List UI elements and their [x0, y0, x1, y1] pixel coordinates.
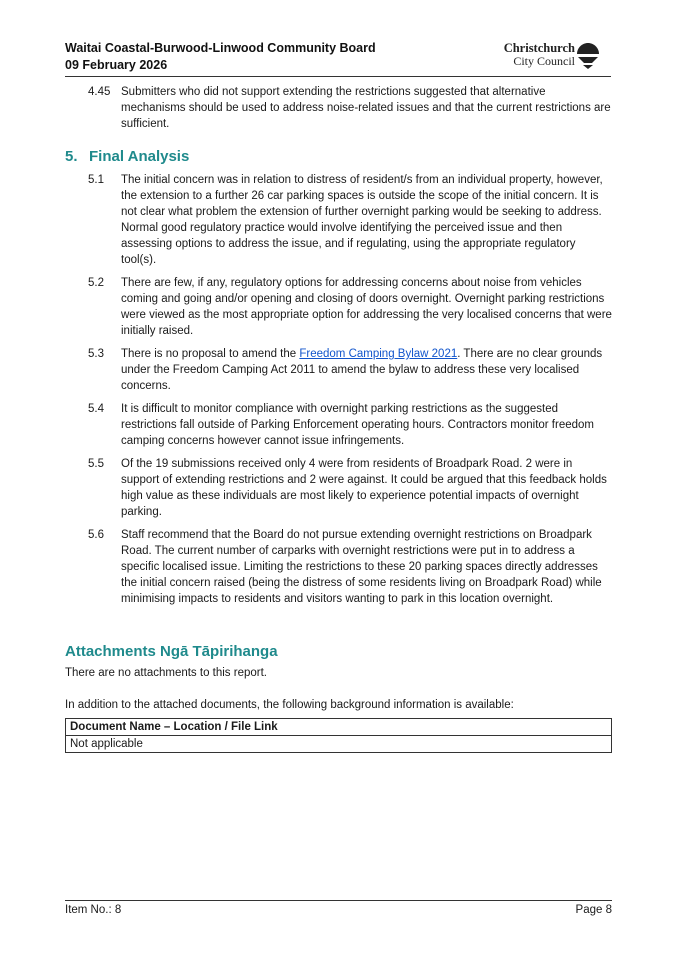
paragraph-5-2: [65, 275, 613, 339]
paragraph-number: 5.5: [88, 458, 104, 470]
logo-line2: City Council: [513, 54, 575, 68]
paragraph-number: 5.1: [88, 174, 104, 186]
section-heading: [65, 147, 613, 167]
text-after-link: . There are no clear grounds under the Freedom Camping Act 2011 to amend the bylaw to address these very localised concerns.: [121, 348, 603, 392]
paragraph-text: Submitters who did not support extending the restrictions suggested that alternative mechanisms should be used to address noise-related issues and that the current restrictions are sufficient.: [121, 86, 611, 130]
background-documents-table: [65, 718, 612, 753]
paragraph-text: The initial concern was in relation to distress of resident/s from an individual property, however, the extension to a further 26 car parking spaces is outside the scope of the initial concern. It is not clear what problem the extension of further overnight parking would be seeking to address. Normal good regulatory practice would involve identifying the perceived issue and then assessing options to address the issue, and if regulating, using the appropriate regulatory tool(s).: [121, 174, 603, 266]
paragraph-5-1: [65, 172, 613, 268]
no-attachments-text: There are no attachments to this report.: [65, 667, 267, 679]
page-header: [65, 40, 611, 77]
text-before-link: There is no proposal to amend the: [121, 348, 300, 360]
attachments-heading: Attachments Ngā Tāpirihanga: [65, 643, 278, 660]
paragraph-text: Staff recommend that the Board do not pursue extending overnight restrictions on Broadpark Road. The current number of carparks with overnight restrictions were put in to address a specific localised issue. Limiting the restrictions to these 20 parking spaces directly addresses the initial concern raised (being the distress of some residents living on Broadpark Road) while minimising impacts to residents and visitors wanting to park in this location overnight.: [121, 529, 602, 605]
section-number: 5.: [65, 148, 78, 165]
page-footer: [65, 900, 612, 918]
paragraph-5-4: [65, 401, 613, 449]
freedom-camping-bylaw-link[interactable]: Freedom Camping Bylaw 2021: [299, 348, 458, 360]
paragraph-number: 4.45: [88, 86, 111, 98]
paragraph-number: 5.3: [88, 348, 104, 360]
table-row: [66, 736, 612, 753]
table-cell: Not applicable: [66, 736, 612, 753]
paragraph-text: It is difficult to monitor compliance with overnight parking restrictions as the suggested restrictions fall outside of Parking Enforcement operating hours. Contractors monitor freedom camping concerns however cannot issue infringements.: [121, 403, 594, 447]
board-name: Waitai Coastal-Burwood-Linwood Community Board: [65, 41, 376, 55]
page-number: Page 8: [575, 904, 612, 916]
paragraph-text: There are few, if any, regulatory options for addressing concerns about noise from vehicles coming and going and/or opening and closing of doors overnight. Overnight parking restrictions were viewed as the most appropriate option for addressing the very localised concerns that were initially raised.: [121, 277, 612, 337]
paragraph-number: 5.4: [88, 403, 104, 415]
item-number: Item No.: 8: [65, 904, 122, 916]
paragraph-number: 5.2: [88, 277, 104, 289]
paragraph-4-45: [65, 84, 613, 132]
council-logo: [499, 42, 611, 72]
background-info-text: In addition to the attached documents, the following background information is available:: [65, 699, 514, 711]
table-header-cell: Document Name – Location / File Link: [66, 719, 612, 736]
meeting-date: 09 February 2026: [65, 58, 168, 72]
council-emblem-icon: [576, 43, 600, 69]
logo-line1: Christchurch: [503, 41, 575, 55]
paragraph-5-5: [65, 456, 613, 520]
report-body: [65, 84, 613, 614]
section-title: Final Analysis: [89, 148, 190, 165]
paragraph-number: 5.6: [88, 529, 104, 541]
paragraph-5-3: [65, 346, 613, 394]
paragraph-text: [121, 346, 613, 394]
table-header-row: [66, 719, 612, 736]
paragraph-5-6: [65, 527, 613, 607]
paragraph-text: Of the 19 submissions received only 4 were from residents of Broadpark Road. 2 were in support of extending restrictions and 2 were against. It could be argued that this feedback holds high value as these individuals are most likely to experience potential impacts of overnight parking.: [121, 458, 607, 518]
